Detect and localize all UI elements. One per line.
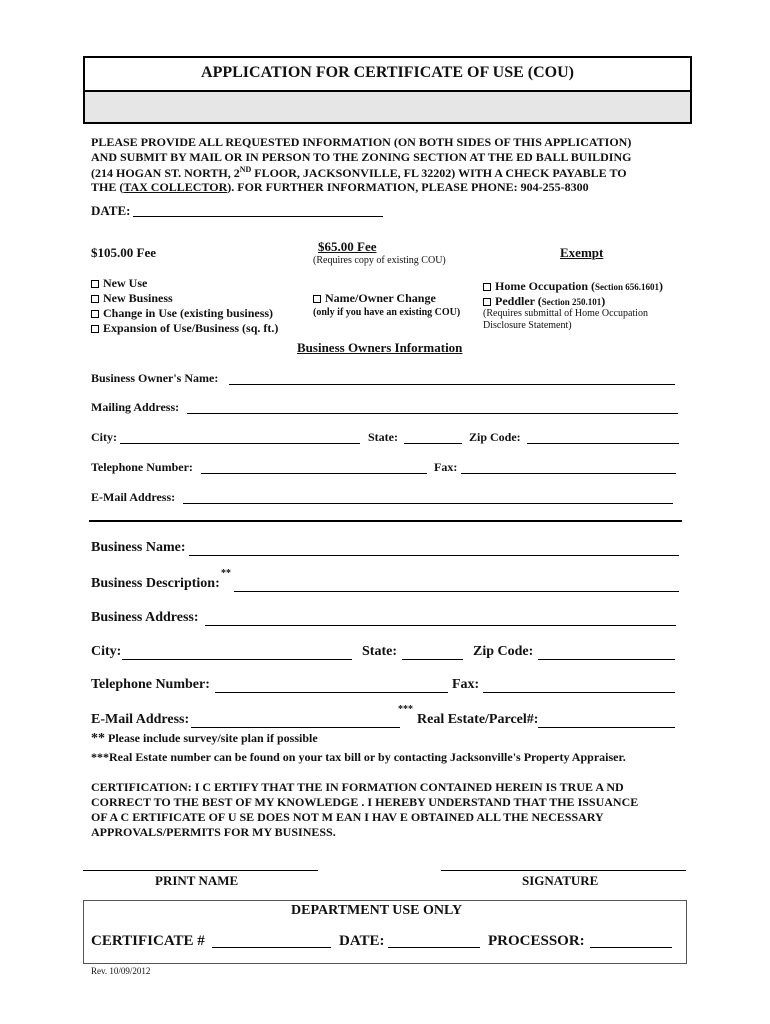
department-date-field[interactable]: [388, 931, 480, 948]
fee-65-label: $65.00 Fee: [318, 239, 377, 254]
fee-105-label: $105.00 Fee: [91, 245, 156, 260]
signature-label: SIGNATURE: [522, 873, 599, 888]
department-processor-field[interactable]: [590, 931, 672, 948]
business-address-field[interactable]: [205, 609, 676, 626]
option-new-business-label: New Business: [103, 291, 173, 305]
owner-city-field[interactable]: [120, 429, 360, 444]
checkbox-icon[interactable]: [91, 325, 99, 333]
business-parcel-mark: ***: [398, 704, 413, 715]
business-email-field[interactable]: [191, 711, 400, 728]
owner-city-label: City:: [91, 430, 117, 444]
checkbox-icon[interactable]: [91, 295, 99, 303]
business-city-label: City:: [91, 644, 122, 659]
instructions-line-2: AND SUBMIT BY MAIL OR IN PERSON TO THE ZONING SECTION AT THE ED BALL BUILDING: [91, 150, 632, 164]
checkbox-icon[interactable]: [483, 283, 491, 291]
department-certificate-field[interactable]: [212, 931, 331, 948]
note-real-estate: ***Real Estate number can be found on your tax bill or by contacting Jacksonville's Property Appraiser.: [91, 750, 626, 764]
note-survey: [91, 731, 318, 747]
business-city-field[interactable]: [122, 643, 352, 660]
owner-email-field[interactable]: [183, 489, 673, 504]
certification-line-2: CORRECT TO THE BEST OF MY KNOWLEDGE . I HEREBY UNDERSTAND THAT THE ISSUANCE: [91, 795, 639, 809]
note-survey-mark: **: [91, 731, 105, 746]
fee-65-note: (Requires copy of existing COU): [313, 255, 446, 266]
option-change-in-use[interactable]: [91, 306, 273, 321]
business-phone-label: Telephone Number:: [91, 677, 210, 692]
owner-name-label: Business Owner's Name:: [91, 371, 219, 385]
business-description-mark: **: [221, 568, 231, 579]
option-home-occupation-label: Home Occupation (: [495, 279, 595, 293]
option-new-use[interactable]: [91, 276, 147, 291]
option-home-occupation[interactable]: [483, 279, 663, 294]
department-processor-label: PROCESSOR:: [488, 933, 585, 949]
instructions-line-3: [91, 165, 627, 181]
department-date-label: DATE:: [339, 933, 385, 949]
business-name-label: Business Name:: [91, 540, 186, 555]
page-title: APPLICATION FOR CERTIFICATE OF USE (COU): [201, 64, 574, 81]
option-name-owner-change[interactable]: [313, 291, 436, 306]
exempt-note-2: Disclosure Statement): [483, 320, 572, 331]
checkbox-icon[interactable]: [313, 295, 321, 303]
option-peddler[interactable]: [483, 294, 605, 309]
owner-fax-field[interactable]: [461, 459, 676, 474]
certification-line-1: CERTIFICATION: I C ERTIFY THAT THE IN FORMATION CONTAINED HEREIN IS TRUE A ND: [91, 780, 624, 794]
department-title: DEPARTMENT USE ONLY: [291, 903, 463, 918]
option-peddler-label: Peddler (: [495, 294, 542, 308]
checkbox-icon[interactable]: [91, 280, 99, 288]
section-divider: [89, 520, 682, 522]
business-email-label: E-Mail Address:: [91, 712, 190, 727]
option-expansion-label: Expansion of Use/Business (sq. ft.): [103, 321, 279, 335]
owner-phone-field[interactable]: [201, 459, 427, 474]
option-new-business[interactable]: [91, 291, 173, 306]
option-new-use-label: New Use: [103, 276, 148, 290]
business-zip-label: Zip Code:: [473, 644, 534, 659]
business-description-field[interactable]: [234, 575, 679, 592]
instructions-line-4-b: ). FOR FURTHER INFORMATION, PLEASE PHONE: 904-255-8300: [227, 180, 589, 194]
date-field[interactable]: [133, 202, 383, 217]
instructions-line-1: PLEASE PROVIDE ALL REQUESTED INFORMATION (ON BOTH SIDES OF THIS APPLICATION): [91, 135, 632, 149]
owner-name-field[interactable]: [229, 370, 675, 385]
instructions-line-3-b: FLOOR, JACKSONVILLE, FL 32202) WITH A CHECK PAYABLE TO: [251, 166, 627, 180]
fee-exempt-label: Exempt: [560, 245, 604, 260]
business-fax-label: Fax:: [452, 677, 480, 692]
instructions-line-4-a: THE (: [91, 180, 124, 194]
owner-zip-label: Zip Code:: [469, 430, 521, 444]
certification-line-4: APPROVALS/PERMITS FOR MY BUSINESS.: [91, 825, 336, 839]
owner-mailing-field[interactable]: [187, 399, 678, 414]
owner-mailing-label: Mailing Address:: [91, 400, 180, 414]
owner-phone-label: Telephone Number:: [91, 460, 193, 474]
business-zip-field[interactable]: [538, 643, 675, 660]
peddler-close: ): [601, 294, 606, 308]
business-parcel-field[interactable]: [538, 711, 675, 728]
option-change-in-use-label: Change in Use (existing business): [103, 306, 274, 320]
business-phone-field[interactable]: [215, 676, 448, 693]
owner-state-field[interactable]: [404, 429, 462, 444]
business-fax-field[interactable]: [483, 676, 675, 693]
note-survey-text: Please include survey/site plan if possible: [108, 731, 318, 745]
home-occupation-close: ): [659, 279, 663, 293]
owners-section-title: Business Owners Information: [297, 340, 463, 355]
exempt-note-1: (Requires submittal of Home Occupation: [483, 308, 648, 319]
owner-email-label: E-Mail Address:: [91, 490, 176, 504]
option-name-owner-note: (only if you have an existing COU): [313, 307, 461, 318]
business-state-label: State:: [362, 644, 397, 659]
business-address-label: Business Address:: [91, 610, 199, 625]
signature-line[interactable]: [441, 870, 686, 871]
certification-line-3: OF A C ERTIFICATE OF U SE DOES NOT M EAN I HAV E OBTAINED ALL THE NECESSARY: [91, 810, 604, 824]
checkbox-icon[interactable]: [91, 310, 99, 318]
owner-zip-field[interactable]: [527, 429, 679, 444]
option-name-owner-change-label: Name/Owner Change: [325, 291, 436, 305]
business-name-field[interactable]: [189, 539, 679, 556]
tax-collector-link[interactable]: TAX COLLECTOR: [123, 180, 228, 194]
owner-fax-label: Fax:: [434, 460, 458, 474]
checkbox-icon[interactable]: [483, 298, 491, 306]
business-description-label: Business Description:: [91, 576, 220, 591]
peddler-section: Section 250.101: [541, 297, 602, 307]
owner-state-label: State:: [368, 430, 398, 444]
revision-label: Rev. 10/09/2012: [91, 966, 151, 976]
option-expansion[interactable]: [91, 321, 278, 336]
home-occupation-section: Section 656.1601: [595, 282, 659, 292]
date-label: DATE:: [91, 203, 131, 218]
department-certificate-label: CERTIFICATE #: [91, 933, 205, 949]
title-subbox: [83, 90, 692, 124]
instructions-line-3-a: (214 HOGAN ST. NORTH, 2: [91, 166, 240, 180]
print-name-label: PRINT NAME: [155, 873, 239, 888]
business-state-field[interactable]: [402, 643, 463, 660]
instructions-line-3-sup: ND: [239, 165, 252, 174]
print-name-line[interactable]: [83, 870, 318, 871]
instructions-line-4: [91, 180, 589, 195]
business-parcel-label: Real Estate/Parcel#:: [417, 712, 539, 727]
